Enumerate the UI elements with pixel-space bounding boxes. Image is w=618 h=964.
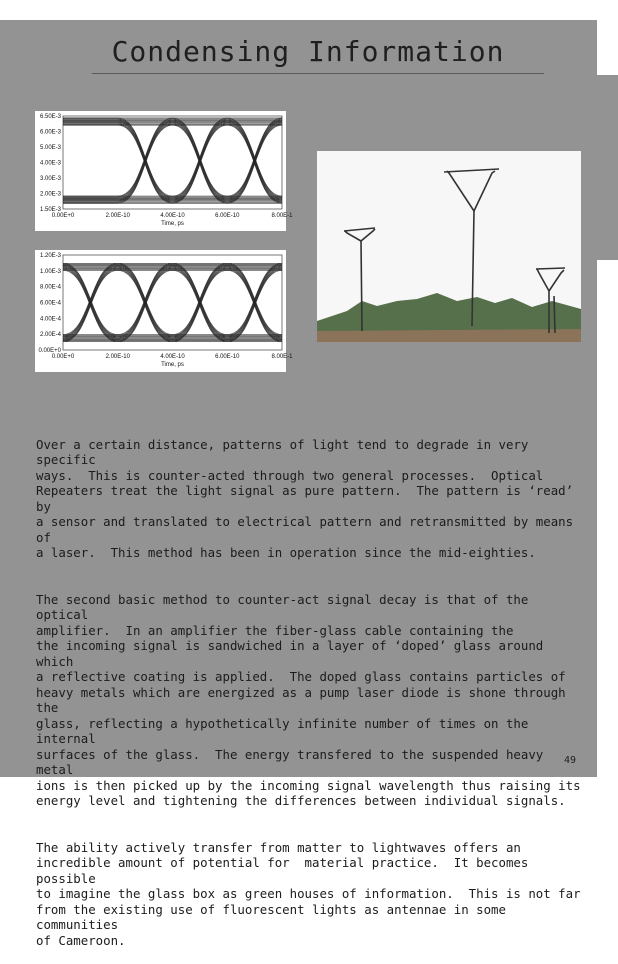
series-line	[63, 122, 282, 200]
paragraph-3: The ability actively transfer from matter to lightwaves offers an incredible amount of potential for material practice. It becomes possible to imagine the glass box as green houses of information. This is not far from the existing use of fluorescent lights as antennae in some communities of Cameroon.	[36, 839, 581, 948]
body-text	[36, 421, 586, 964]
y-tick-label: 0.00E+0	[38, 348, 61, 354]
paragraph-2: The second basic method to counter-act signal decay is that of the optical amplifier. In an amplifier the fiber-glass cable containing the the incoming signal is sandwiched in a layer of ‘doped’ glass around which a reflective coating is applied. The doped glass contains particles of heavy metals which are energized as a pump laser diode is shone through the glass, reflecting a hypothetically infinite number of times on the internal surfaces of the glass. The energy transfered to the suspended heavy metal ions is then picked up by the incoming signal wavelength thus raising its energy level and tightening the differences between individual signals.	[36, 591, 581, 808]
series-line	[63, 265, 282, 336]
y-tick-label: 2.00E-3	[39, 191, 61, 198]
page-number: 49	[564, 755, 577, 766]
series-line	[63, 119, 282, 197]
series-line	[63, 121, 282, 199]
plot-frame	[63, 255, 282, 350]
y-tick-label: 6.00E-3	[39, 129, 61, 136]
y-tick-label: 3.00E-3	[39, 176, 61, 182]
eye-diagram-top-svg	[35, 111, 293, 231]
series-line	[63, 125, 282, 203]
series-line	[63, 270, 282, 341]
series-line	[63, 123, 282, 201]
series-line	[63, 263, 282, 334]
series-line	[63, 124, 282, 202]
title-divider	[92, 73, 544, 74]
x-tick-label: 0.00E+0	[51, 354, 75, 360]
paragraph-1: Over a certain distance, patterns of light tend to degrade in very specific ways. This is counter-acted through two general processes. Optical Repeaters treat the light signal as pure pattern. The pattern is ‘read’ by a sensor and translated to electrical pattern and retransmitted by means of a laser. This method has been in operation since the mid-eighties.	[36, 436, 574, 560]
x-tick-label: 4.00E-10	[160, 213, 185, 219]
antenna-photo	[317, 151, 581, 342]
series-line	[63, 266, 282, 337]
eye-diagram-bottom-svg	[35, 250, 293, 372]
series-line	[63, 123, 282, 201]
series-line	[63, 122, 282, 200]
x-axis-label: Time, ps	[161, 221, 184, 227]
y-tick-label: 1.20E-3	[39, 253, 61, 259]
series-line	[63, 265, 282, 336]
y-tick-label: 6.50E-3	[39, 114, 61, 120]
series-line	[63, 267, 282, 338]
series-line	[63, 121, 282, 199]
y-tick-label: 2.00E-4	[39, 332, 61, 339]
x-tick-label: 2.00E-10	[105, 354, 130, 360]
series-line	[63, 125, 282, 203]
series-line	[63, 264, 282, 335]
y-tick-label: 1.50E-3	[39, 207, 61, 213]
series-line	[63, 266, 282, 337]
x-tick-label: 4.00E-10	[160, 354, 185, 360]
series-line	[63, 124, 282, 202]
series-line	[63, 118, 282, 196]
side-tab	[597, 75, 618, 260]
series-line	[63, 120, 282, 198]
series-line	[63, 120, 282, 198]
x-axis-label: Time, ps	[161, 362, 184, 368]
eye-diagram-bottom	[35, 250, 293, 372]
page-title: Condensing Information	[111, 35, 505, 68]
y-tick-label: 6.00E-4	[39, 300, 61, 307]
series-line	[63, 270, 282, 341]
series-line	[63, 270, 282, 341]
plot-frame	[63, 116, 282, 209]
series-line	[63, 122, 282, 200]
series-line	[63, 264, 282, 335]
eye-diagram-top	[35, 111, 293, 231]
series-line	[63, 119, 282, 197]
y-tick-label: 4.00E-3	[39, 160, 61, 167]
series-line	[63, 270, 282, 341]
x-tick-label: 6.00E-10	[215, 354, 240, 360]
series-line	[63, 118, 282, 196]
series-line	[63, 269, 282, 340]
y-tick-label: 1.00E-3	[39, 268, 61, 275]
series-line	[63, 263, 282, 334]
series-line	[63, 267, 282, 338]
y-tick-label: 4.00E-4	[39, 316, 61, 323]
x-tick-label: 6.00E-10	[215, 213, 240, 219]
x-tick-label: 0.00E+0	[51, 213, 75, 219]
y-tick-label: 5.00E-3	[39, 145, 61, 151]
series-line	[63, 268, 282, 339]
series-line	[63, 268, 282, 339]
y-tick-label: 8.00E-4	[39, 284, 61, 291]
x-tick-label: 8.00E-1	[271, 354, 293, 360]
x-tick-label: 8.00E-1	[271, 213, 293, 219]
series-line	[63, 122, 282, 200]
series-line	[63, 269, 282, 340]
x-tick-label: 2.00E-10	[105, 213, 130, 219]
